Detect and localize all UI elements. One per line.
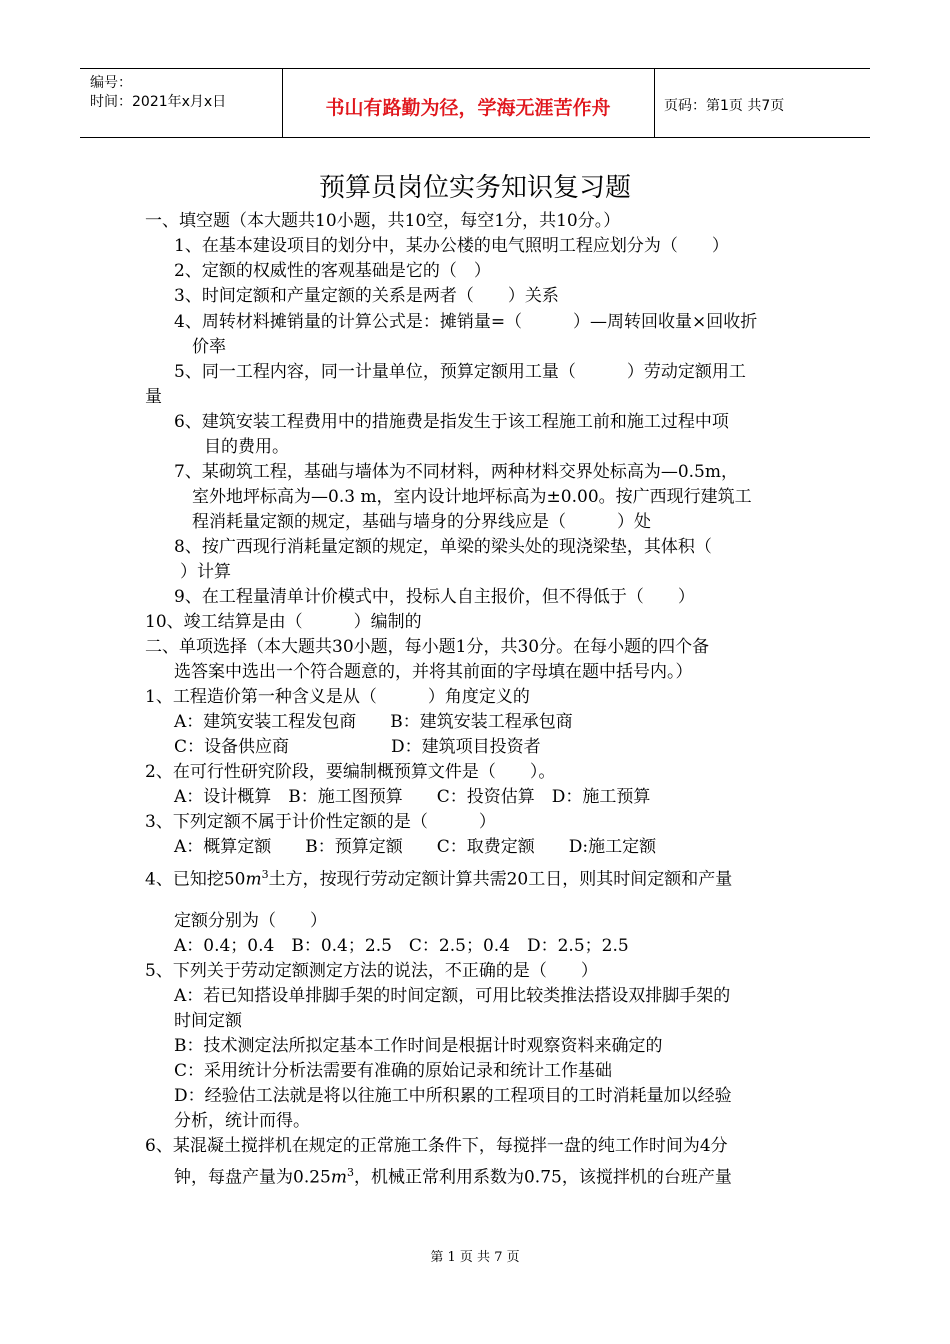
text-line: 价率 — [192, 337, 226, 357]
text-line: 时间定额 — [174, 1011, 242, 1031]
text-line: 4、周转材料摊销量的计算公式是：摊销量=（ ）—周转回收量×回收折 — [174, 312, 758, 332]
q6-pre: 钟，每盘产量为0.25 — [174, 1167, 331, 1188]
header-motto-cell — [282, 69, 655, 137]
text-line: 量 — [145, 387, 162, 407]
text-line: 1、工程造价第一种含义是从（ ）角度定义的 — [145, 687, 530, 707]
text-line: 10、竣工结算是由（ ）编制的 — [145, 612, 422, 632]
text-line: 3、下列定额不属于计价性定额的是（ ） — [145, 812, 496, 832]
q4-post: 土方，按现行劳动定额计算共需20工日，则其时间定额和产量 — [268, 869, 733, 890]
text-line: 1、在基本建设项目的划分中，某办公楼的电气照明工程应划分为（ ） — [174, 236, 729, 256]
text-line: 选答案中选出一个符合题意的，并将其前面的字母填在题中括号内。） — [174, 662, 693, 682]
text-line: C：设备供应商 D：建筑项目投资者 — [174, 737, 541, 757]
page-header — [80, 68, 870, 138]
text-line: A：0.4；0.4 B：0.4；2.5 C：2.5；0.4 D：2.5；2.5 — [174, 936, 629, 956]
unit-symbol: m — [330, 1167, 347, 1188]
header-right-cell — [654, 69, 870, 137]
page-footer: 第 1 页 共 7 页 — [430, 1250, 520, 1265]
text-line-q6 — [174, 1162, 732, 1189]
text-line: 定额分别为（ ） — [174, 911, 327, 931]
number-label: 编号： — [90, 75, 132, 91]
text-line: 2、定额的权威性的客观基础是它的（ ） — [174, 261, 491, 281]
q4-pre: 4、已知挖50 — [145, 869, 246, 890]
text-line: 分析，统计而得。 — [174, 1111, 310, 1131]
text-line: A：概算定额 B：预算定额 C：取费定额 D:施工定额 — [174, 837, 657, 857]
document-title: 预算员岗位实务知识复习题 — [318, 173, 631, 203]
text-line: 目的费用。 — [204, 437, 289, 457]
text-line: D：经验估工法就是将以往施工中所积累的工程项目的工时消耗量加以经验 — [174, 1086, 732, 1106]
text-line: 6、某混凝土搅拌机在规定的正常施工条件下，每搅拌一盘的纯工作时间为4分 — [145, 1136, 728, 1156]
text-line: C：采用统计分析法需要有准确的原始记录和统计工作基础 — [174, 1061, 613, 1081]
page-info: 页码：第1页 共7页 — [664, 98, 785, 114]
time-label: 时间：2021年x月x日 — [90, 94, 227, 110]
text-line-q4 — [145, 864, 732, 891]
text-line: 9、在工程量清单计价模式中，投标人自主报价，但不得低于（ ） — [174, 587, 695, 607]
text-line: B：技术测定法所拟定基本工作时间是根据计时观察资料来确定的 — [174, 1036, 663, 1056]
text-line: 程消耗量定额的规定，基础与墙身的分界线应是（ ）处 — [192, 512, 651, 532]
text-line: 8、按广西现行消耗量定额的规定，单梁的梁头处的现浇梁垫，其体积（ — [174, 537, 712, 557]
text-line: 室外地坪标高为—0.3 m，室内设计地坪标高为±0.00。按广西现行建筑工 — [192, 487, 752, 507]
section-heading: 二、单项选择（本大题共30小题，每小题1分，共30分。在每小题的四个备 — [145, 637, 710, 657]
text-line: 5、同一工程内容，同一计量单位，预算定额用工量（ ）劳动定额用工 — [174, 362, 746, 382]
text-line: A：设计概算 B：施工图预算 C：投资估算 D：施工预算 — [174, 787, 651, 807]
unit-exponent: 3 — [346, 1166, 354, 1179]
header-left-cell — [80, 69, 283, 137]
text-line: A：若已知搭设单排脚手架的时间定额，可用比较类推法搭设双排脚手架的 — [174, 986, 731, 1006]
text-line: 2、在可行性研究阶段，要编制概预算文件是（ ）。 — [145, 762, 556, 782]
text-line: 3、时间定额和产量定额的关系是两者（ ）关系 — [174, 286, 559, 306]
text-line: 5、下列关于劳动定额测定方法的说法，不正确的是（ ） — [145, 961, 598, 981]
text-line: 6、建筑安装工程费用中的措施费是指发生于该工程施工前和施工过程中项 — [174, 412, 729, 432]
unit-symbol: m — [245, 869, 262, 890]
unit-exponent: 3 — [261, 868, 269, 881]
motto: 书山有路勤为径，学海无涯苦作舟 — [325, 97, 611, 119]
text-line: 7、某砌筑工程，基础与墙体为不同材料，两种材料交界处标高为—0.5m， — [174, 462, 738, 482]
text-line: ）计算 — [180, 562, 231, 582]
text-line: A：建筑安装工程发包商 B：建筑安装工程承包商 — [174, 712, 573, 732]
q6-post: ，机械正常利用系数为0.75，该搅拌机的台班产量 — [353, 1167, 732, 1188]
section-heading: 一、填空题（本大题共10小题，共10空，每空1分，共10分。） — [145, 211, 621, 231]
